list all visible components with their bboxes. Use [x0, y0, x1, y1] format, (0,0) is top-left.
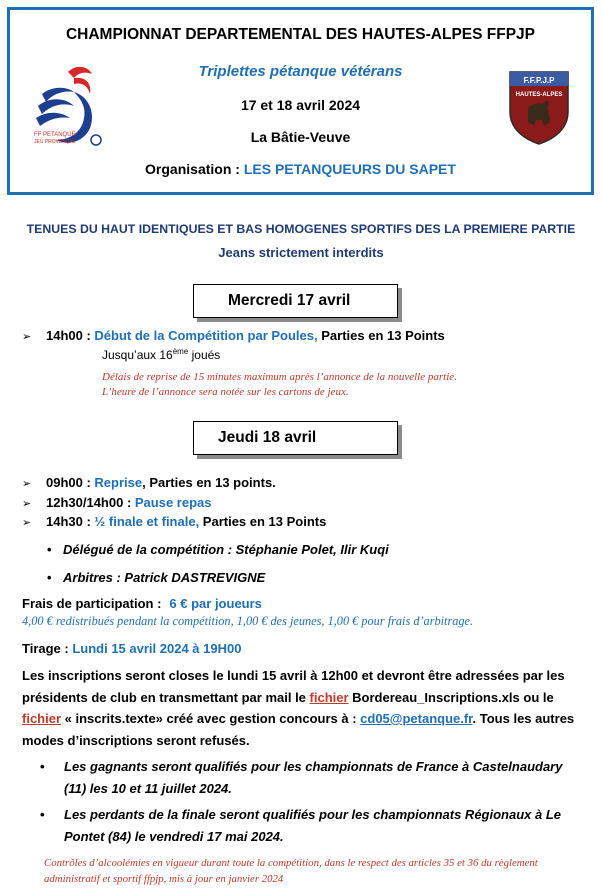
registration-file-link[interactable]: fichier	[309, 689, 349, 705]
logo-right-text-1: F.F.P.J.P	[523, 76, 555, 85]
day2-item-rest: Parties en 13 Points	[199, 514, 327, 529]
day1-red-note-1: Délais de reprise de 15 minutes maximum après l’annonce de la nouvelle partie.	[102, 371, 457, 383]
fees-redistribution: 4,00 € redistribués pendant la compétition, 1,00 € des jeunes, 1,00 € pour frais d’arbitrage.	[22, 614, 474, 628]
draw-line	[22, 641, 241, 656]
day2-item-time: 14h30 :	[46, 514, 95, 529]
day2-schedule-item	[22, 495, 212, 510]
organisation-label: Organisation :	[145, 161, 244, 177]
day1-time: 14h00 :	[46, 328, 95, 343]
delegue-text: Délégué de la compétition : Stéphanie Polet, Ilir Kuqi	[63, 542, 389, 557]
draw-label: Tirage :	[22, 641, 73, 656]
dress-code-rule: TENUES DU HAUT IDENTIQUES ET BAS HOMOGENES SPORTIFS DES LA PREMIERE PARTIE	[26, 222, 576, 236]
dot-bullet-icon: •	[40, 807, 45, 822]
registration-text: Bordereau_Inscriptions.xls ou le	[348, 689, 554, 705]
alcohol-control-footer: Contrôles d’alcoolémies en vigueur durant toute la compétition, dans le respect des articles 35 et 36 du règlement administratif et sportif ffpjp, mis à jour en janvier 2024	[44, 857, 538, 885]
day2-title-box	[193, 421, 398, 455]
qualification-text: Les gagnants seront qualifiés pour les championnats de France à Castelnaudary (11) les 10 et 11 juillet 2024.	[64, 759, 563, 796]
day1-note-pre: Jusqu’aux 16	[102, 348, 173, 362]
organisation-name: LES PETANQUEURS DU SAPET	[243, 161, 456, 177]
delegue-line	[47, 542, 389, 557]
header-box	[7, 7, 594, 195]
dot-bullet-icon: •	[47, 542, 52, 557]
arrow-bullet-icon: ➢	[22, 331, 32, 343]
competition-dates: 17 et 18 avril 2024	[240, 97, 361, 113]
registration-email-link[interactable]: cd05@petanque.fr	[360, 711, 473, 726]
arrow-bullet-icon: ➢	[22, 517, 32, 529]
draw-date: Lundi 15 avril 2024 à 19H00	[72, 641, 242, 656]
arbitres-line	[47, 570, 265, 585]
day2-item-label: Pause repas	[134, 495, 212, 510]
day2-schedule-item	[22, 475, 276, 490]
qualification-item	[40, 804, 588, 847]
arrow-bullet-icon: ➢	[22, 498, 32, 510]
day1-note	[102, 347, 220, 362]
dot-bullet-icon: •	[47, 570, 52, 585]
day2-item-label: Reprise	[94, 475, 143, 490]
logo-left-text-1: FF PETANQUE	[34, 132, 76, 138]
day2-item-time: 12h30/14h00 :	[46, 495, 135, 510]
jeans-rule: Jeans strictement interdits	[218, 245, 384, 260]
day1-event: Début de la Compétition par Poules,	[94, 328, 318, 343]
day1-note-sup: ème	[172, 347, 189, 356]
qualification-item	[40, 756, 588, 799]
fees-line	[22, 596, 262, 611]
dot-bullet-icon: •	[40, 759, 45, 774]
competition-type: Triplettes pétanque vétérans	[198, 63, 403, 80]
qualification-text: Les perdants de la finale seront qualifiés pour les championnats Régionaux à Le Pontet (84) le vendredi 17 mai 2024.	[64, 807, 562, 844]
day1-schedule-item	[22, 328, 445, 343]
organisation	[10, 161, 591, 177]
registration-text: « inscrits.texte» créé avec gestion concours à :	[61, 711, 361, 726]
day1-event-rest: Parties en 13 Points	[317, 328, 445, 343]
day1-red-note-2: L’heure de l’annonce sera notée sur les cartons de jeux.	[102, 386, 349, 398]
registration-text: Les inscriptions seront closes le lundi 15 avril à 12h00 et devront être adressées par les présidents de club en transmettant par mail le	[22, 668, 565, 705]
registration-text: . Tous les autres modes d’inscriptions seront refusés.	[22, 711, 575, 748]
day2-item-label: ½ finale et finale,	[94, 514, 200, 529]
day2-schedule-item	[22, 514, 326, 529]
registration-file-link[interactable]: fichier	[22, 711, 62, 726]
hautes-alpes-shield-logo	[508, 68, 570, 146]
registration-paragraph	[22, 665, 584, 751]
day1-title-box	[193, 284, 398, 318]
arrow-bullet-icon: ➢	[22, 478, 32, 490]
day1-note-post: joués	[188, 348, 221, 362]
day1-title: Mercredi 17 avril	[228, 292, 351, 309]
day2-title: Jeudi 18 avril	[218, 429, 317, 446]
page-title: CHAMPIONNAT DEPARTEMENTAL DES HAUTES-ALPES FFPJP	[65, 26, 536, 43]
logo-left-text-2: JEU PROVENÇAL	[34, 139, 76, 145]
logo-right-text-2: HAUTES-ALPES	[515, 92, 563, 98]
fees-amount: 6 € par joueurs	[169, 596, 262, 611]
fees-label: Frais de participation :	[22, 596, 162, 611]
ffpjp-rooster-logo	[30, 62, 112, 152]
day2-item-rest: , Parties en 13 points.	[142, 475, 276, 490]
competition-place: La Bâtie-Veuve	[250, 129, 351, 145]
arbitres-text: Arbitres : Patrick DASTREVIGNE	[63, 570, 266, 585]
day2-item-time: 09h00 :	[46, 475, 95, 490]
